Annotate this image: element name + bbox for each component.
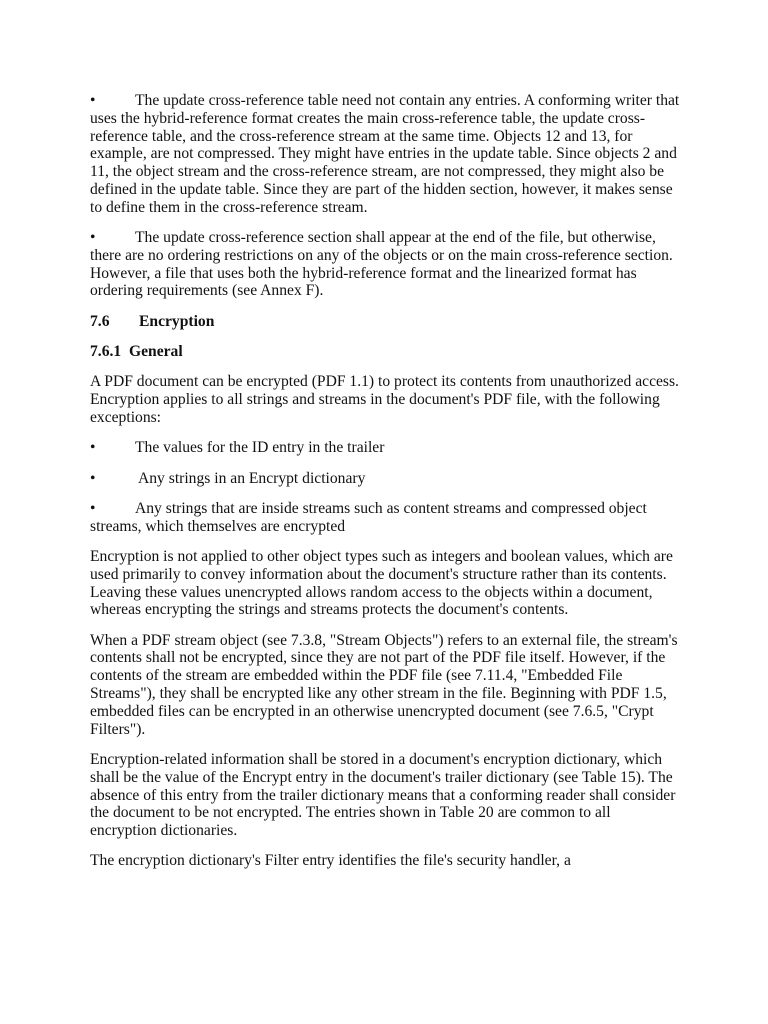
bullet-marker: • [90, 469, 96, 487]
paragraph-text: The update cross-reference section shall appear at the end of the file, but otherwise, there are no ordering restrictions on any of the objects or on the main cross-reference section. However, a file that uses both the hybrid-reference format and the linearized format has ordering requirements (see Annex F). [90, 229, 673, 300]
bullet-marker: • [90, 439, 96, 457]
bullet-paragraph-update-section [90, 229, 680, 300]
bullet-paragraph-update-table [90, 92, 680, 217]
bullet-text: The values for the ID entry in the trailer [135, 439, 385, 457]
bullet-marker: • [90, 92, 96, 109]
bullet-text: Any strings that are inside streams such as content streams and compressed object streams, which themselves are encrypted [90, 499, 647, 535]
subsection-number: 7.6.1 [90, 343, 122, 361]
bullet-item-id-entry [90, 439, 680, 457]
paragraph-not-applied: Encryption is not applied to other object types such as integers and boolean values, which are used primarily to convey information about the document's structure rather than its contents. Leaving these values unencrypted allows random access to the objects within a document, whereas encrypting the strings and streams protects the document's contents. [90, 547, 673, 619]
bullet-marker: • [90, 499, 96, 517]
subsection-heading-general [90, 343, 680, 361]
paragraph-intro: A PDF document can be encrypted (PDF 1.1) to protect its contents from unauthorized access. Encryption applies to all strings and streams in the document's PDF file, with the following exceptions: [90, 373, 679, 426]
bullet-text: Any strings in an Encrypt dictionary [138, 469, 366, 487]
document-page [90, 92, 680, 883]
section-title: Encryption [139, 312, 215, 330]
subsection-title: General [128, 343, 183, 361]
paragraph-filter-entry: The encryption dictionary's Filter entry identifies the file's security handler, a [90, 852, 571, 870]
bullet-item-stream-strings [90, 500, 680, 536]
section-heading-encryption [90, 313, 680, 331]
section-number: 7.6 [90, 312, 110, 330]
bullet-marker: • [90, 229, 96, 247]
paragraph-encryption-dictionary: Encryption-related information shall be stored in a document's encryption dictionary, which shall be the value of the Encrypt entry in the document's trailer dictionary (see Table 15). The absence of this entry from the trailer dictionary means that a conforming reader shall consider the document to be not encrypted. The entries shown in Table 20 are common to all encryption dictionaries. [90, 750, 676, 840]
paragraph-text: The update cross-reference table need not contain any entries. A conforming writer that uses the hybrid-reference format creates the main cross-reference table, the update cross-reference table, and the cross-reference stream at the same time. Objects 12 and 13, for example, are not compressed. They might have entries in the update table. Since objects 2 and 11, the object stream and the cross-reference stream, are not compressed, they might also be defined in the update table. Since they are part of the hidden section, however, it makes sense to define them in the cross-reference stream. [90, 92, 680, 216]
bullet-item-encrypt-dictionary [90, 470, 680, 488]
paragraph-stream-object: When a PDF stream object (see 7.3.8, "Stream Objects") refers to an external file, the stream's contents shall not be encrypted, since they are not part of the PDF file itself. However, if the contents of the stream are embedded within the PDF file (see 7.11.4, "Embedded File Streams"), they shall be encrypted like any other stream in the file. Beginning with PDF 1.5, embedded files can be encrypted in an otherwise unencrypted document (see 7.6.5, "Crypt Filters"). [90, 631, 678, 738]
